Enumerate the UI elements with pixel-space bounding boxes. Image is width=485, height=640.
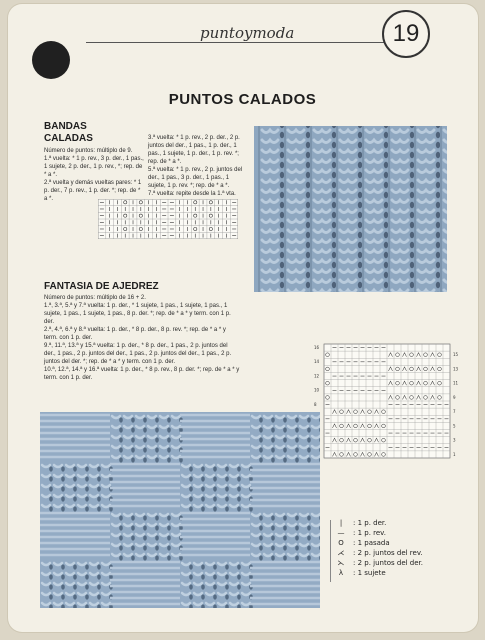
section1-heading-line1: BANDAS: [44, 121, 87, 132]
chart-row-number: 10: [314, 387, 320, 393]
section2-chart-grid: [312, 342, 462, 462]
section1-instructions-left: Número de puntos: múltiplo de 9. 1.ª vuelta: * 1 p. rev., 3 p. der., 1 pas., 1 sujete, 2 p. der., 1 p. rev., *; rep. de * a *. 2.ª vuelta y demás vueltas pares: * 1 p. der., 7 p. rev., 1 p. der. *; rep. de * a *.: [44, 148, 144, 202]
section1-chart: [98, 199, 238, 244]
page-number: 19: [382, 10, 430, 58]
legend-symbol: λ: [338, 569, 344, 577]
page-title: PUNTOS CALADOS: [168, 91, 317, 108]
chart-row-number: 3: [453, 437, 456, 443]
legend-item: [335, 518, 455, 528]
chart-row-number: 9: [453, 394, 456, 400]
chart-row-number: 7: [453, 409, 456, 415]
legend-item: [335, 528, 455, 538]
legend-text: : 1 pasada: [353, 539, 390, 547]
legend-text: : 1 p. der.: [353, 519, 387, 527]
legend-item: [335, 538, 455, 548]
legend-text: : 1 sujete: [353, 569, 386, 577]
legend-item: [335, 548, 455, 558]
legend-text: : 1 p. rev.: [353, 529, 387, 537]
legend-symbol: ⋌: [337, 549, 345, 557]
chart-row-number: 1: [453, 451, 456, 457]
legend-symbol: —: [337, 529, 345, 537]
legend-divider: [330, 520, 331, 582]
chart-row-number: 12: [314, 373, 320, 379]
legend-item: [335, 568, 455, 578]
section2-heading: FANTASIA DE AJEDREZ: [44, 281, 159, 292]
chart-row-number: 14: [314, 359, 320, 365]
legend-symbol: |: [339, 519, 343, 527]
knit-photo-ajedrez: [40, 412, 320, 608]
chart-row-number: 5: [453, 423, 456, 429]
section1-heading: [44, 121, 93, 145]
chart-row-number: 8: [314, 401, 317, 407]
chart-row-number: 16: [314, 344, 320, 350]
legend-text: : 2 p. juntos del rev.: [353, 549, 423, 557]
legend-symbol: O: [338, 539, 344, 547]
header-rule: [86, 42, 386, 43]
section1-chart-grid: [98, 199, 238, 239]
chart-row-number: 11: [453, 380, 459, 386]
knit-photo-bandas: [254, 126, 447, 292]
brand-logo: puntoymoda: [200, 24, 295, 42]
chart-row-number: 15: [453, 352, 459, 358]
binder-hole: [32, 41, 70, 79]
legend-symbol: ⋋: [337, 559, 345, 567]
section1-heading-line2: CALADAS: [44, 133, 93, 144]
legend-text: : 2 p. juntos del der.: [353, 559, 424, 567]
section2-instructions: Número de puntos: múltiplo de 16 + 2. 1.ª, 3.ª, 5.ª y 7.ª vuelta: 1 p. der., * 1 sujete, 1 pas., 1 sujete, 1 pas., 1 sujete, 1 pas., 1 sujete, 1 pas., 8 p. der. *; rep. de * a * y term. con 1 p. der. 2.ª, 4.ª, 6.ª y 8.ª vuelta: 1 p. der., * 8 p. der., 8 p. rev. *; rep. de * a * y term. con 1 p. der. 9.ª, 11.ª, 13.ª y 15.ª vuelta: 1 p. der., * 8 p. der., 1 pas., 2 p. juntos del der., 1 pas., 2 p. juntos del der., 1 pas., 2 p. juntos del der., 1 pas., 2 p. juntos del der. *; rep. de * a * y term. con 1 p. der. 10.ª, 12.ª, 14.ª y 16.ª vuelta: 1 p. der., * 8 p. rev., 8 p. der. *; rep. de * a * y term. con 1 p. der.: [44, 295, 240, 381]
chart-row-number: 13: [453, 366, 459, 372]
section2-chart: [312, 342, 462, 467]
legend-item: [335, 558, 455, 568]
stitch-legend: [335, 518, 455, 578]
section1-instructions-right: 3.ª vuelta: * 1 p. rev., 2 p. der., 2 p. juntos del der., 1 pas., 1 p. der., 1 pas., 1 sujete, 1 p. der., 1 p. rev. *; rep. de * a *. 5.ª vuelta: * 1 p. rev., 2 p. juntos del der., 1 pas., 3 p. der., 1 pas., 1 sujete, 1 p. rev. *; rep. de * a *. 7.ª vuelta: repite desde la 1.ª vta.: [148, 135, 243, 197]
